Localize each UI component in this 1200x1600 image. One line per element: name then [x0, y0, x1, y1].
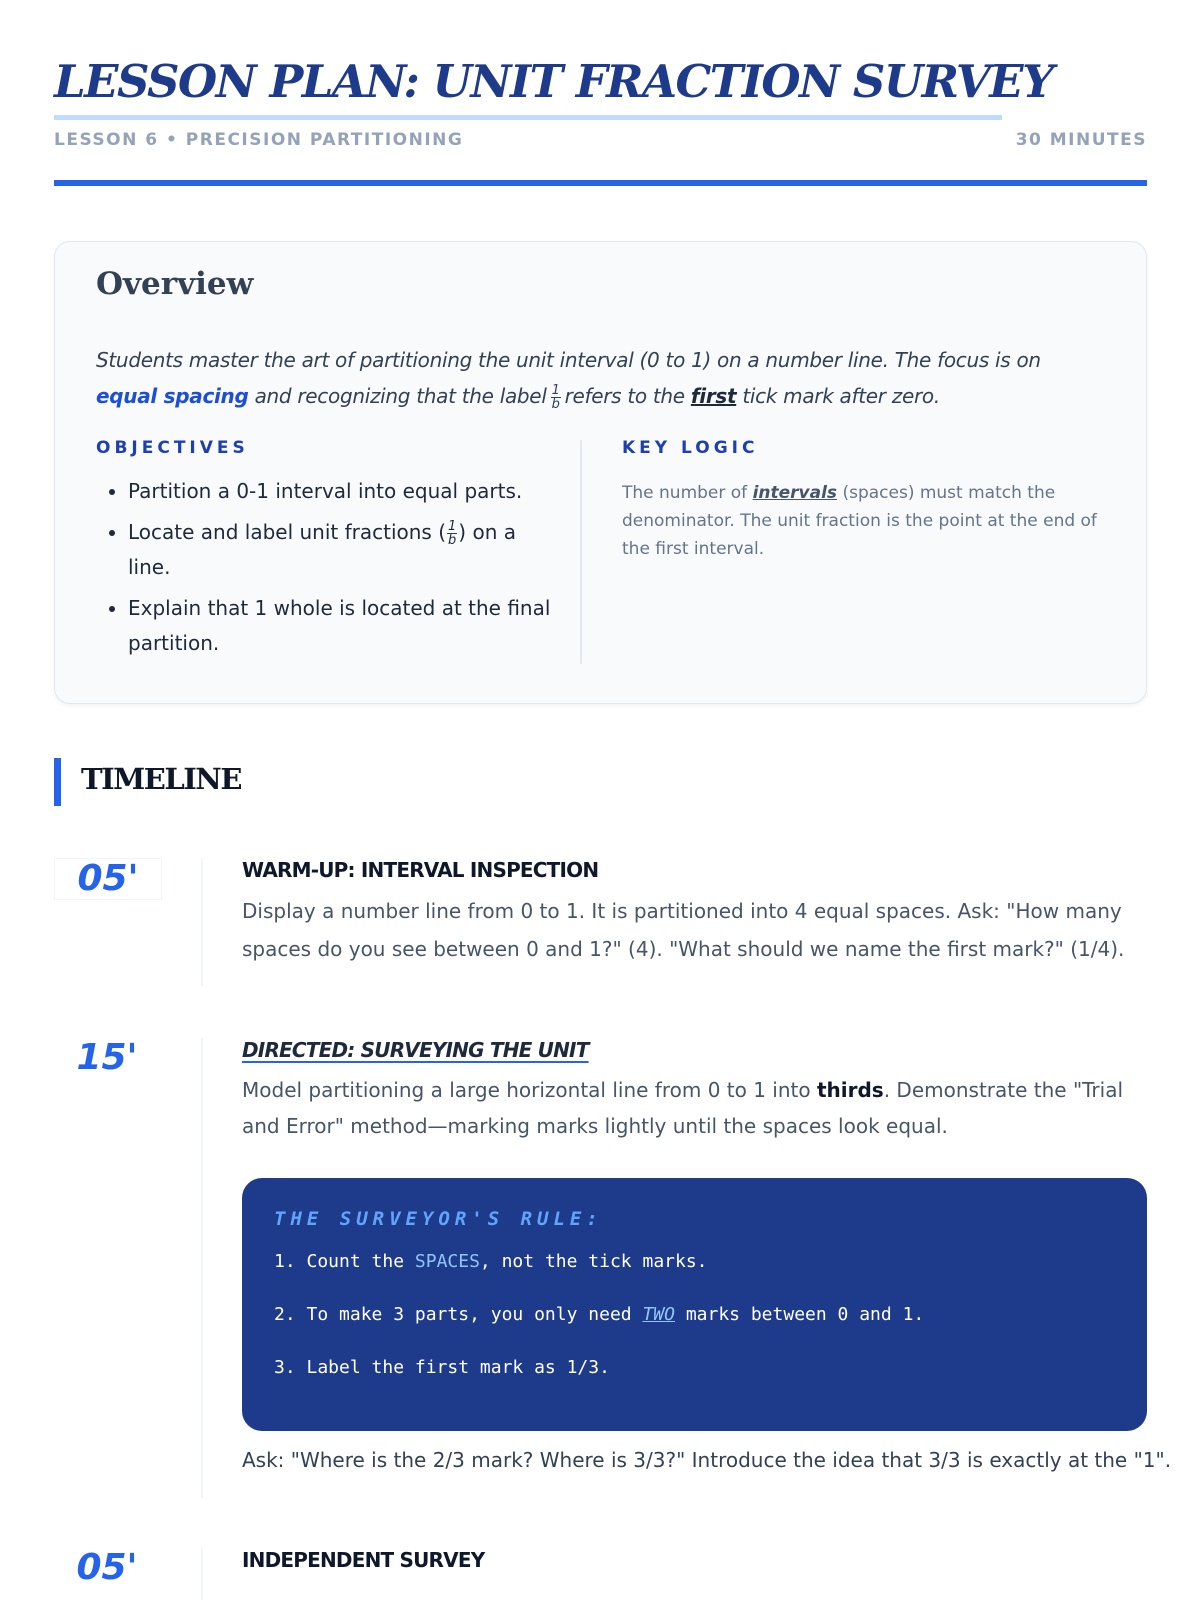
- lead-text-4: tick mark after zero.: [742, 384, 940, 408]
- lead-text-2: and recognizing that the label: [254, 384, 547, 408]
- lead-emphasis: equal spacing: [96, 384, 249, 408]
- rule-line: [274, 1248, 1115, 1275]
- logic-text-1: The number of: [622, 483, 748, 503]
- column-divider: [580, 440, 582, 664]
- fraction-numerator: 1: [551, 383, 560, 398]
- objective-text: ) on a line.: [128, 520, 516, 579]
- rule-text: 1. Count the: [274, 1251, 405, 1272]
- entry-time: 05': [76, 1547, 138, 1588]
- lead-strong: first: [690, 384, 737, 408]
- objectives-list: [96, 474, 558, 667]
- objectives-heading: OBJECTIVES: [96, 438, 249, 458]
- fraction-denominator: b: [551, 397, 560, 412]
- timeline-entry: [54, 858, 1147, 988]
- rule-highlight: TWO: [642, 1304, 675, 1325]
- rule-line: [274, 1301, 1115, 1328]
- lead-text-3: refers to the: [564, 384, 685, 408]
- timeline-entry: [54, 1037, 1172, 1498]
- overview-heading: Overview: [96, 266, 254, 302]
- entry-body: [242, 858, 1147, 968]
- logic-heading: KEY LOGIC: [622, 438, 759, 458]
- rule-highlight: SPACES: [414, 1251, 480, 1272]
- timeline-entry: [54, 1548, 1147, 1600]
- list-item: [128, 515, 558, 585]
- timeline-accent-bar: [54, 758, 61, 806]
- logic-text: [622, 479, 1112, 563]
- list-item: • Partition a 0-1 interval into equal parts.: [128, 474, 558, 509]
- entry-body: [242, 1038, 1147, 1144]
- entry-text-bold: thirds: [816, 1078, 884, 1102]
- rule-text: 2. To make 3 parts, you only need: [274, 1304, 632, 1325]
- rule-line: 3. Label the first mark as 1/3.: [274, 1357, 610, 1378]
- title-underline: [54, 115, 1002, 120]
- lesson-duration: 30 MINUTES: [1015, 130, 1147, 150]
- entry-title: WARM-UP: INTERVAL INSPECTION: [242, 858, 599, 882]
- entry-text-2: . Demonstrate the "Trial and Error" method—marking marks lightly until the spaces look equal.: [242, 1078, 1124, 1138]
- logic-emphasis: intervals: [752, 483, 838, 503]
- lead-text-1: Students master the art of partitioning the unit interval (0 to 1) on a number line. The focus is on: [96, 348, 1041, 372]
- objective-fraction: [447, 520, 457, 547]
- entry-time: 15': [76, 1037, 138, 1078]
- rule-heading: THE SURVEYOR'S RULE:: [274, 1208, 603, 1230]
- header-divider: [54, 180, 1147, 186]
- timeline-line: [201, 1038, 203, 1498]
- fraction-numerator: 1: [448, 519, 457, 534]
- timeline-line: [201, 858, 203, 986]
- objective-text: Locate and label unit fractions (: [128, 520, 447, 544]
- entry-title: DIRECTED: SURVEYING THE UNIT: [242, 1038, 589, 1062]
- lesson-subtitle: LESSON 6 • PRECISION PARTITIONING: [54, 130, 464, 150]
- entry-body: [242, 1548, 1147, 1572]
- entry-time: 05': [54, 858, 162, 900]
- lead-fraction: [551, 384, 561, 411]
- list-item: • Explain that 1 whole is located at the final partition.: [128, 591, 558, 661]
- entry-followup-text: Ask: "Where is the 2/3 mark? Where is 3/3?" Introduce the idea that 3/3 is exactly at the "1".: [242, 1448, 1172, 1472]
- entry-text-1: Model partitioning a large horizontal line from 0 to 1 into: [242, 1078, 811, 1102]
- rule-text: marks between 0 and 1.: [685, 1304, 925, 1325]
- logic-text-2: (spaces) must match the denominator. The unit fraction is the point at the end of the first interval.: [622, 483, 1097, 559]
- entry-title: INDEPENDENT SURVEY: [242, 1548, 485, 1572]
- overview-lead: [96, 342, 1101, 414]
- overview-card: [54, 241, 1147, 704]
- entry-text: [242, 1072, 1147, 1144]
- rule-text: , not the tick marks.: [479, 1251, 708, 1272]
- timeline-heading: TIMELINE: [81, 762, 241, 796]
- fraction-denominator: b: [448, 533, 457, 548]
- entry-text: Display a number line from 0 to 1. It is partitioned into 4 equal spaces. Ask: "How many spaces do you see between 0 and 1?" (4). "What should we name the first mark?" (1/4).: [242, 899, 1125, 961]
- timeline-line: [201, 1548, 203, 1600]
- surveyor-rule-box: [242, 1178, 1147, 1431]
- header-meta: [54, 130, 1147, 150]
- page-title: LESSON PLAN: UNIT FRACTION SURVEY: [54, 55, 1053, 108]
